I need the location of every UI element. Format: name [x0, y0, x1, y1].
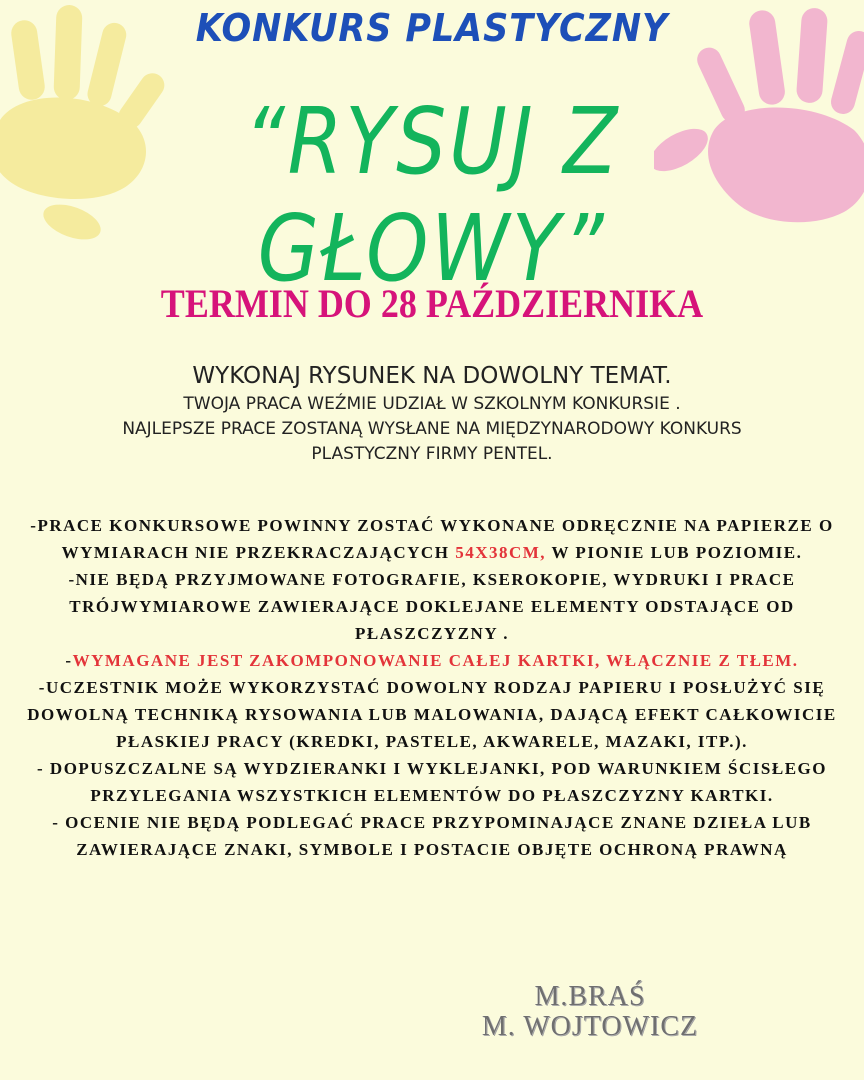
signature-line-2: M. WOJTOWICZ	[481, 1011, 699, 1042]
rule-technique: -UCZESTNIK MOŻE WYKORZYSTAĆ DOWOLNY RODZAJ PAPIERU I POSŁUŻYĆ SIĘ DOWOLNĄ TECHNIKĄ RYSOWANIA LUB MALOWANIA, DAJĄCĄ EFEKT CAŁKOWICIE PŁASKIEJ PRACY (KREDKI, PASTELE, AKWARELE, MAZAKI, ITP.).	[27, 678, 837, 751]
rule-3-highlight: WYMAGANE JEST ZAKOMPONOWANIE CAŁEJ KARTKI, WŁĄCZNIE Z TŁEM.	[72, 651, 799, 670]
rule-full-page	[20, 647, 844, 674]
signature-line-1: M.BRAŚ	[534, 981, 646, 1012]
rule-collage: - DOPUSZCZALNE SĄ WYDZIERANKI I WYKLEJANKI, POD WARUNKIEM ŚCISŁEGO PRZYLEGANIA WSZYSTKICH ELEMENTÓW DO PŁASZCZYZNY KARTKI.	[37, 759, 827, 805]
contest-title: “RYSUJ Z GŁOWY”	[244, 88, 620, 302]
signature	[440, 982, 740, 1042]
intro-line-3: NAJLEPSZE PRACE ZOSTANĄ WYSŁANE NA MIĘDZYNARODOWY KONKURS	[122, 419, 742, 439]
rule-1-text: -PRACE KONKURSOWE POWINNY ZOSTAĆ WYKONANE ODRĘCZNIE NA PAPIERZE O WYMIARACH NIE PRZEKRACZAJĄCYCH	[30, 516, 834, 562]
rules-list	[20, 512, 844, 863]
rule-3-dash: -	[65, 651, 73, 670]
intro-line-1: WYKONAJ RYSUNEK NA DOWOLNY TEMAT.	[192, 363, 672, 389]
rule-copyright: - OCENIE NIE BĘDĄ PODLEGAĆ PRACE PRZYPOMINAJĄCE ZNANE DZIEŁA LUB ZAWIERAJĄCE ZNAKI, SYMBOLE I POSTACIE OBJĘTE OCHRONĄ PRAWNĄ	[52, 813, 812, 859]
contest-subtitle: KONKURS PLASTYCZNY	[195, 6, 669, 50]
rule-1-end: W PIONIE LUB POZIOMIE.	[546, 543, 803, 562]
deadline-heading: TERMIN DO 28 PAŹDZIERNIKA	[160, 281, 704, 326]
rule-no-photos: -NIE BĘDĄ PRZYJMOWANE FOTOGRAFIE, KSEROKOPIE, WYDRUKI I PRACE TRÓJWYMIAROWE ZAWIERAJĄCE DOKLEJANE ELEMENTY ODSTAJĄCE OD PŁASZCZYZNY .	[68, 570, 796, 643]
intro-text	[0, 360, 864, 467]
rule-1-highlight: 54X38CM,	[455, 543, 547, 562]
intro-line-2: TWOJA PRACA WEŹMIE UDZIAŁ W SZKOLNYM KONKURSIE .	[183, 394, 681, 414]
intro-line-4: PLASTYCZNY FIRMY PENTEL.	[311, 444, 553, 464]
rule-paper-size	[20, 512, 844, 566]
